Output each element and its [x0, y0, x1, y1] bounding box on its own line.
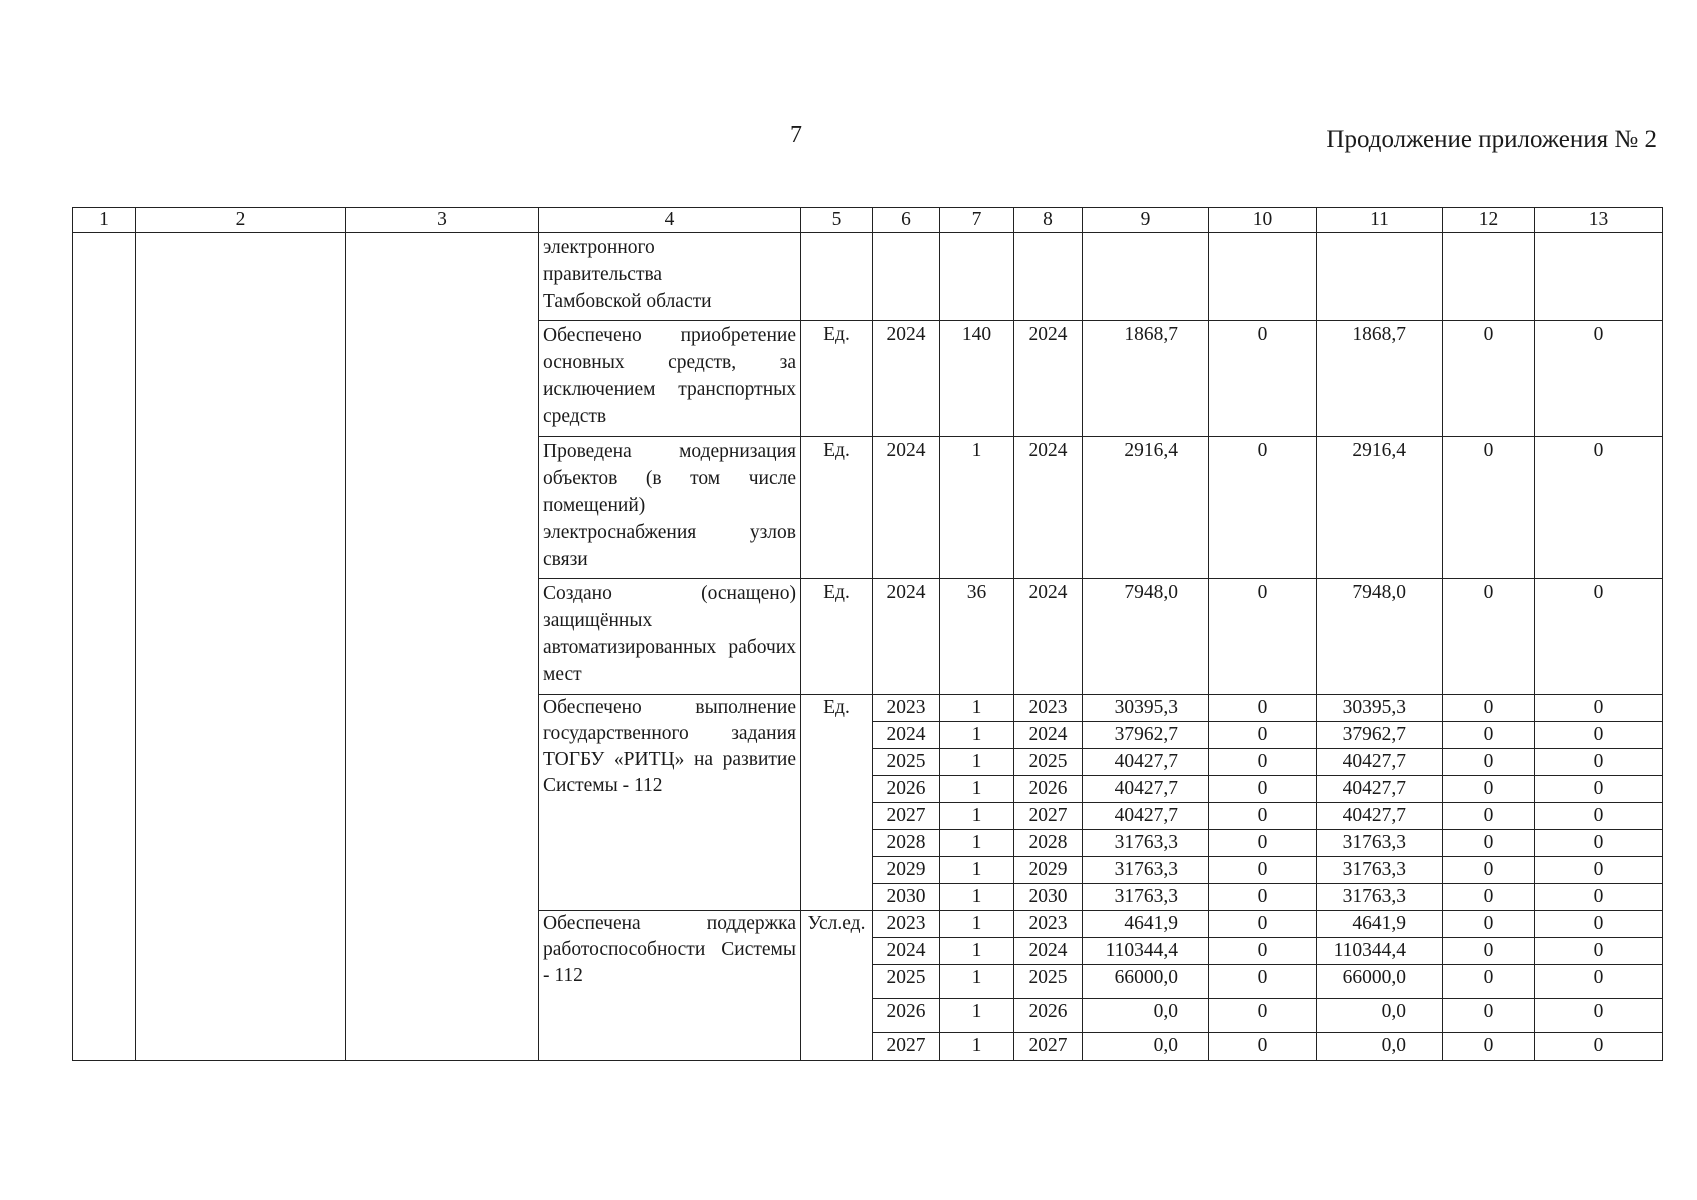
- page-number: 7: [790, 122, 802, 148]
- cell-c12: 0: [1443, 776, 1535, 803]
- cell-c10: 0: [1209, 776, 1317, 803]
- continuation-row: [73, 233, 1663, 321]
- cell-c10: 0: [1209, 938, 1317, 965]
- appendix-caption: Продолжение приложения № 2: [1326, 126, 1657, 153]
- cell-c13: 0: [1535, 749, 1663, 776]
- cell-c8: 2025: [1014, 749, 1083, 776]
- cell-c10: 0: [1209, 695, 1317, 722]
- unit-cell: Усл.ед.: [801, 911, 873, 1061]
- cell-c6: 2027: [873, 1033, 940, 1061]
- cell-c10: 0: [1209, 911, 1317, 938]
- cell-c13: 0: [1535, 776, 1663, 803]
- cell-c13: 0: [1535, 965, 1663, 999]
- cell-c12: 0: [1443, 938, 1535, 965]
- cell-c8: 2024: [1014, 722, 1083, 749]
- cell-c9: 7948,0: [1083, 579, 1209, 695]
- cell-c12: 0: [1443, 803, 1535, 830]
- cell-c11: 37962,7: [1317, 722, 1443, 749]
- col-header-1: 1: [73, 208, 136, 233]
- cell-c11: 30395,3: [1317, 695, 1443, 722]
- cell-c7: 1: [940, 830, 1014, 857]
- cell-c9: 37962,7: [1083, 722, 1209, 749]
- cell-c7: 1: [940, 884, 1014, 911]
- cell-c11: 40427,7: [1317, 749, 1443, 776]
- cell-c10: 0: [1209, 749, 1317, 776]
- cell-c12: 0: [1443, 999, 1535, 1033]
- cell-c13: 0: [1535, 695, 1663, 722]
- cell-c8: 2026: [1014, 999, 1083, 1033]
- cell-c6: 2029: [873, 857, 940, 884]
- continuation-text: электронного правительства Тамбовской области: [539, 233, 801, 321]
- col-header-3: 3: [346, 208, 539, 233]
- result-text: Обеспечено выполнение государственного задания ТОГБУ «РИТЦ» на развитие Системы - 112: [539, 695, 801, 911]
- cell-c11: 31763,3: [1317, 857, 1443, 884]
- cell-c10: 0: [1209, 999, 1317, 1033]
- cell-c13: 0: [1535, 579, 1663, 695]
- cell-c8: 2027: [1014, 1033, 1083, 1061]
- cell-c11: 110344,4: [1317, 938, 1443, 965]
- cell-c7: 140: [940, 321, 1014, 437]
- cell-c7: 1: [940, 999, 1014, 1033]
- cell-c12: 0: [1443, 830, 1535, 857]
- result-text: Обеспечено приобретение основных средств, за исключением транспортных средств: [539, 321, 801, 437]
- cell-c7: 1: [940, 938, 1014, 965]
- cell-c7: 1: [940, 911, 1014, 938]
- col3-empty-cell: [346, 233, 539, 1061]
- cell-c6: 2026: [873, 999, 940, 1033]
- result-text: Создано (оснащено) защищённых автоматизированных рабочих мест: [539, 579, 801, 695]
- result-text: Обеспечена поддержка работоспособности Системы - 112: [539, 911, 801, 1061]
- cell-c12: 0: [1443, 911, 1535, 938]
- cell-c13: 0: [1535, 911, 1663, 938]
- cell-c13: 0: [1535, 803, 1663, 830]
- cell-c7: 1: [940, 776, 1014, 803]
- cell-c13: 0: [1535, 857, 1663, 884]
- cell-c8: 2023: [1014, 695, 1083, 722]
- cell-c8: 2026: [1014, 776, 1083, 803]
- cell-c6: 2030: [873, 884, 940, 911]
- cell-c8: 2024: [1014, 437, 1083, 579]
- cell-c6: 2027: [873, 803, 940, 830]
- cell-c10: 0: [1209, 830, 1317, 857]
- cell-c12: 0: [1443, 722, 1535, 749]
- cell-c10: 0: [1209, 965, 1317, 999]
- cell-c11: 4641,9: [1317, 911, 1443, 938]
- cell-c9: 40427,7: [1083, 803, 1209, 830]
- col1-empty-cell: [73, 233, 136, 1061]
- col-header-2: 2: [136, 208, 346, 233]
- cell-c11: 2916,4: [1317, 437, 1443, 579]
- cell-c9: 2916,4: [1083, 437, 1209, 579]
- cell-c10: 0: [1209, 803, 1317, 830]
- cell-c13: 0: [1535, 999, 1663, 1033]
- cell-c8: 2030: [1014, 884, 1083, 911]
- cell-c9: 0,0: [1083, 999, 1209, 1033]
- cell-c13: 0: [1535, 1033, 1663, 1061]
- cell-c6: 2024: [873, 579, 940, 695]
- cell-c8: 2027: [1014, 803, 1083, 830]
- cell-c6: 2023: [873, 911, 940, 938]
- cell-c12: 0: [1443, 965, 1535, 999]
- cell-c12: 0: [1443, 579, 1535, 695]
- col-header-9: 9: [1083, 208, 1209, 233]
- cell-c7: 1: [940, 965, 1014, 999]
- appendix-table: [72, 207, 1663, 1061]
- cell-c9: 0,0: [1083, 1033, 1209, 1061]
- cell-c12: 0: [1443, 321, 1535, 437]
- cell-c13: 0: [1535, 321, 1663, 437]
- cell-c9: 40427,7: [1083, 776, 1209, 803]
- col-header-12: 12: [1443, 208, 1535, 233]
- column-number-row: [73, 208, 1663, 233]
- cell-c12: 0: [1443, 857, 1535, 884]
- unit-cell: Ед.: [801, 695, 873, 911]
- col-header-10: 10: [1209, 208, 1317, 233]
- cell-c8: 2024: [1014, 321, 1083, 437]
- cell-c11: 1868,7: [1317, 321, 1443, 437]
- unit-cell: Ед.: [801, 579, 873, 695]
- cell-c9: 1868,7: [1083, 321, 1209, 437]
- cell-c13: 0: [1535, 722, 1663, 749]
- cell-c10: 0: [1209, 1033, 1317, 1061]
- cell-c7: 36: [940, 579, 1014, 695]
- cell-c6: 2024: [873, 938, 940, 965]
- cell-c9: 31763,3: [1083, 830, 1209, 857]
- cell-c9: 110344,4: [1083, 938, 1209, 965]
- cell-c7: 1: [940, 437, 1014, 579]
- cell-c13: 0: [1535, 830, 1663, 857]
- cell-c8: 2029: [1014, 857, 1083, 884]
- result-text: Проведена модернизация объектов (в том числе помещений) электроснабжения узлов связи: [539, 437, 801, 579]
- col-header-8: 8: [1014, 208, 1083, 233]
- cell-c12: 0: [1443, 1033, 1535, 1061]
- col-header-7: 7: [940, 208, 1014, 233]
- cell-c9: 31763,3: [1083, 884, 1209, 911]
- cell-c6: 2028: [873, 830, 940, 857]
- cell-c13: 0: [1535, 437, 1663, 579]
- cell-c8: 2024: [1014, 938, 1083, 965]
- cell-c8: 2028: [1014, 830, 1083, 857]
- cell-c6: 2024: [873, 722, 940, 749]
- cell-c6: 2025: [873, 749, 940, 776]
- cell-c10: 0: [1209, 722, 1317, 749]
- cell-c13: 0: [1535, 884, 1663, 911]
- cell-c11: 40427,7: [1317, 803, 1443, 830]
- cell-c11: 66000,0: [1317, 965, 1443, 999]
- cell-c7: 1: [940, 1033, 1014, 1061]
- cell-c11: 0,0: [1317, 1033, 1443, 1061]
- cell-c11: 31763,3: [1317, 830, 1443, 857]
- cell-c8: 2025: [1014, 965, 1083, 999]
- cell-c7: 1: [940, 749, 1014, 776]
- cell-c9: 31763,3: [1083, 857, 1209, 884]
- col-header-4: 4: [539, 208, 801, 233]
- cell-c9: 30395,3: [1083, 695, 1209, 722]
- cell-c13: 0: [1535, 938, 1663, 965]
- cell-c10: 0: [1209, 579, 1317, 695]
- cell-c11: 31763,3: [1317, 884, 1443, 911]
- cell-c10: 0: [1209, 321, 1317, 437]
- cell-c9: 40427,7: [1083, 749, 1209, 776]
- cell-c10: 0: [1209, 884, 1317, 911]
- cell-c11: 7948,0: [1317, 579, 1443, 695]
- cell-c8: 2023: [1014, 911, 1083, 938]
- col-header-13: 13: [1535, 208, 1663, 233]
- cell-c12: 0: [1443, 884, 1535, 911]
- col-header-11: 11: [1317, 208, 1443, 233]
- cell-c11: 40427,7: [1317, 776, 1443, 803]
- cell-c8: 2024: [1014, 579, 1083, 695]
- cell-c10: 0: [1209, 437, 1317, 579]
- cell-c6: 2023: [873, 695, 940, 722]
- unit-cell: Ед.: [801, 321, 873, 437]
- cell-c12: 0: [1443, 437, 1535, 579]
- unit-cell: Ед.: [801, 437, 873, 579]
- cell-c6: 2024: [873, 437, 940, 579]
- cell-c6: 2026: [873, 776, 940, 803]
- cell-c7: 1: [940, 722, 1014, 749]
- cell-c7: 1: [940, 803, 1014, 830]
- col-header-6: 6: [873, 208, 940, 233]
- cell-c6: 2025: [873, 965, 940, 999]
- col-header-5: 5: [801, 208, 873, 233]
- cell-c9: 4641,9: [1083, 911, 1209, 938]
- cell-c6: 2024: [873, 321, 940, 437]
- cell-c7: 1: [940, 857, 1014, 884]
- cell-c10: 0: [1209, 857, 1317, 884]
- cell-c11: 0,0: [1317, 999, 1443, 1033]
- col2-empty-cell: [136, 233, 346, 1061]
- cell-c12: 0: [1443, 749, 1535, 776]
- cell-c9: 66000,0: [1083, 965, 1209, 999]
- cell-c7: 1: [940, 695, 1014, 722]
- cell-c12: 0: [1443, 695, 1535, 722]
